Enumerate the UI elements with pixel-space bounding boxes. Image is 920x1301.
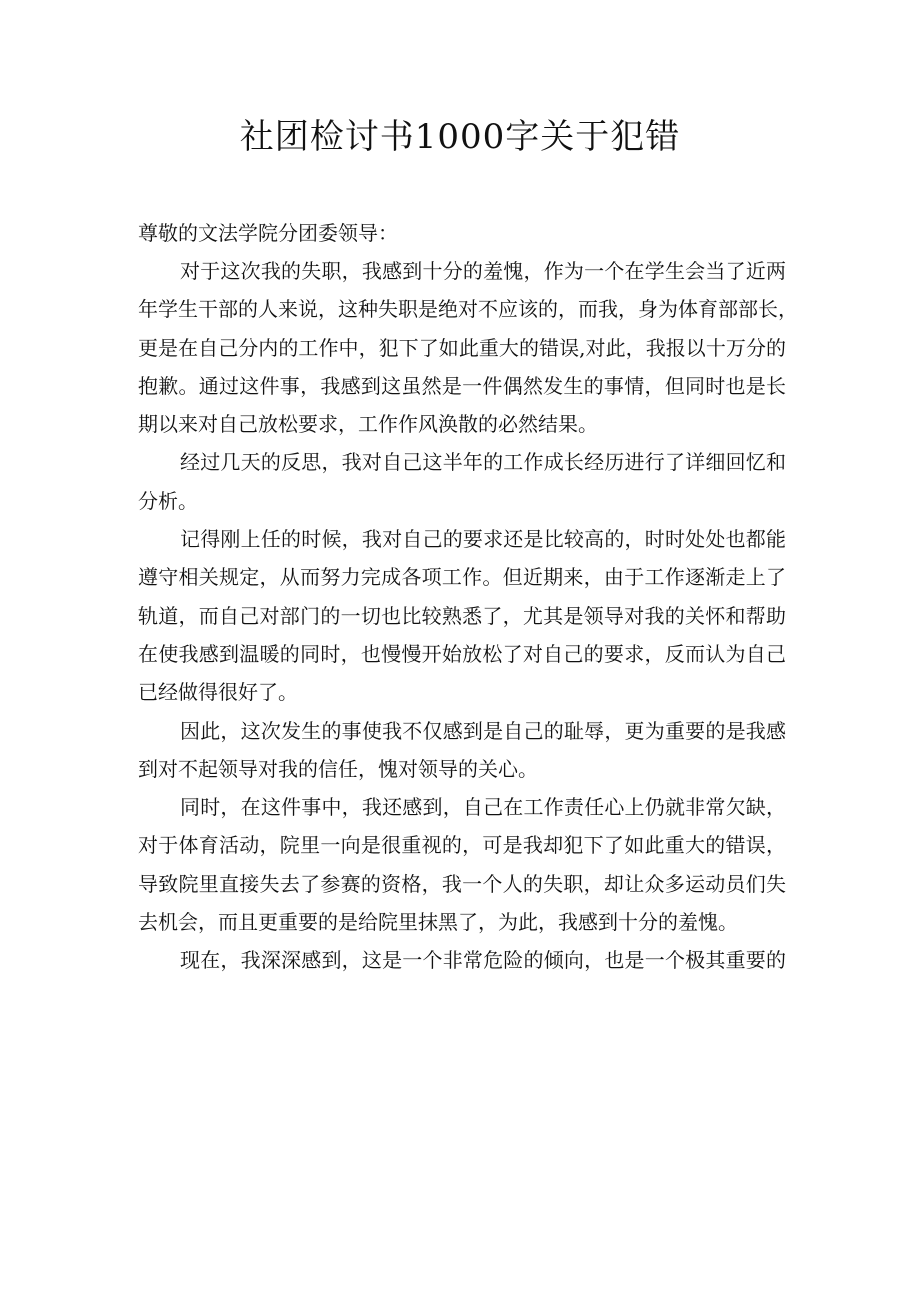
- paragraph-line: 记得刚上任的时候，我对自己的要求还是比较高的，时时处处也都能: [180, 527, 786, 552]
- document-title: 社团检讨书1000字关于犯错: [239, 117, 681, 157]
- paragraph-line: 遵守相关规定，从而努力完成各项工作。但近期来，由于工作逐渐走上了: [138, 565, 786, 590]
- paragraph-line: 因此，这次发生的事使我不仅感到是自己的耻辱，更为重要的是我感: [180, 718, 786, 743]
- paragraph-line: 分析。: [138, 488, 198, 513]
- paragraph-line: 期以来对自己放松要求，工作作风涣散的必然结果。: [138, 412, 598, 437]
- paragraph-line: 已经做得很好了。: [138, 680, 298, 705]
- paragraph-line: 年学生干部的人来说，这种失职是绝对不应该的，而我，身为体育部部长，: [138, 297, 798, 322]
- paragraph-line: 同时，在这件事中，我还感到，自己在工作责任心上仍就非常欠缺，: [180, 795, 786, 820]
- paragraph-line: 去机会，而且更重要的是给院里抹黑了，为此，我感到十分的羞愧。: [138, 910, 738, 935]
- paragraph: [138, 941, 786, 979]
- paragraph-list: [138, 252, 798, 980]
- paragraph: [138, 252, 798, 443]
- paragraph: [138, 520, 786, 711]
- paragraph: [138, 443, 786, 520]
- salutation: 尊敬的文法学院分团委领导：: [138, 221, 398, 245]
- paragraph-line: 对于体育活动，院里一向是很重视的，可是我却犯下了如此重大的错误，: [138, 833, 786, 858]
- paragraph-line: 到对不起领导对我的信任，愧对领导的关心。: [138, 756, 538, 781]
- paragraph: [138, 712, 786, 789]
- paragraph-line: 在使我感到温暖的同时，也慢慢开始放松了对自己的要求，反而认为自己: [138, 641, 786, 666]
- paragraph-line: 对于这次我的失职，我感到十分的羞愧，作为一个在学生会当了近两: [180, 259, 786, 283]
- paragraph-line: 导致院里直接失去了参赛的资格，我一个人的失职，却让众多运动员们失: [138, 871, 786, 896]
- paragraph-line: 现在，我深深感到，这是一个非常危险的倾向，也是一个极其重要的: [180, 948, 786, 973]
- paragraph: [138, 788, 786, 941]
- paragraph-line: 抱歉。通过这件事，我感到这虽然是一件偶然发生的事情，但同时也是长: [138, 373, 786, 398]
- paragraph-line: 更是在自己分内的工作中，犯下了如此重大的错误,对此，我报以十万分的: [138, 335, 786, 360]
- document-body: [138, 214, 798, 980]
- paragraph-line: 轨道，而自己对部门的一切也比较熟悉了，尤其是领导对我的关怀和帮助: [138, 603, 786, 628]
- paragraph-line: 经过几天的反思，我对自己这半年的工作成长经历进行了详细回忆和: [180, 450, 786, 475]
